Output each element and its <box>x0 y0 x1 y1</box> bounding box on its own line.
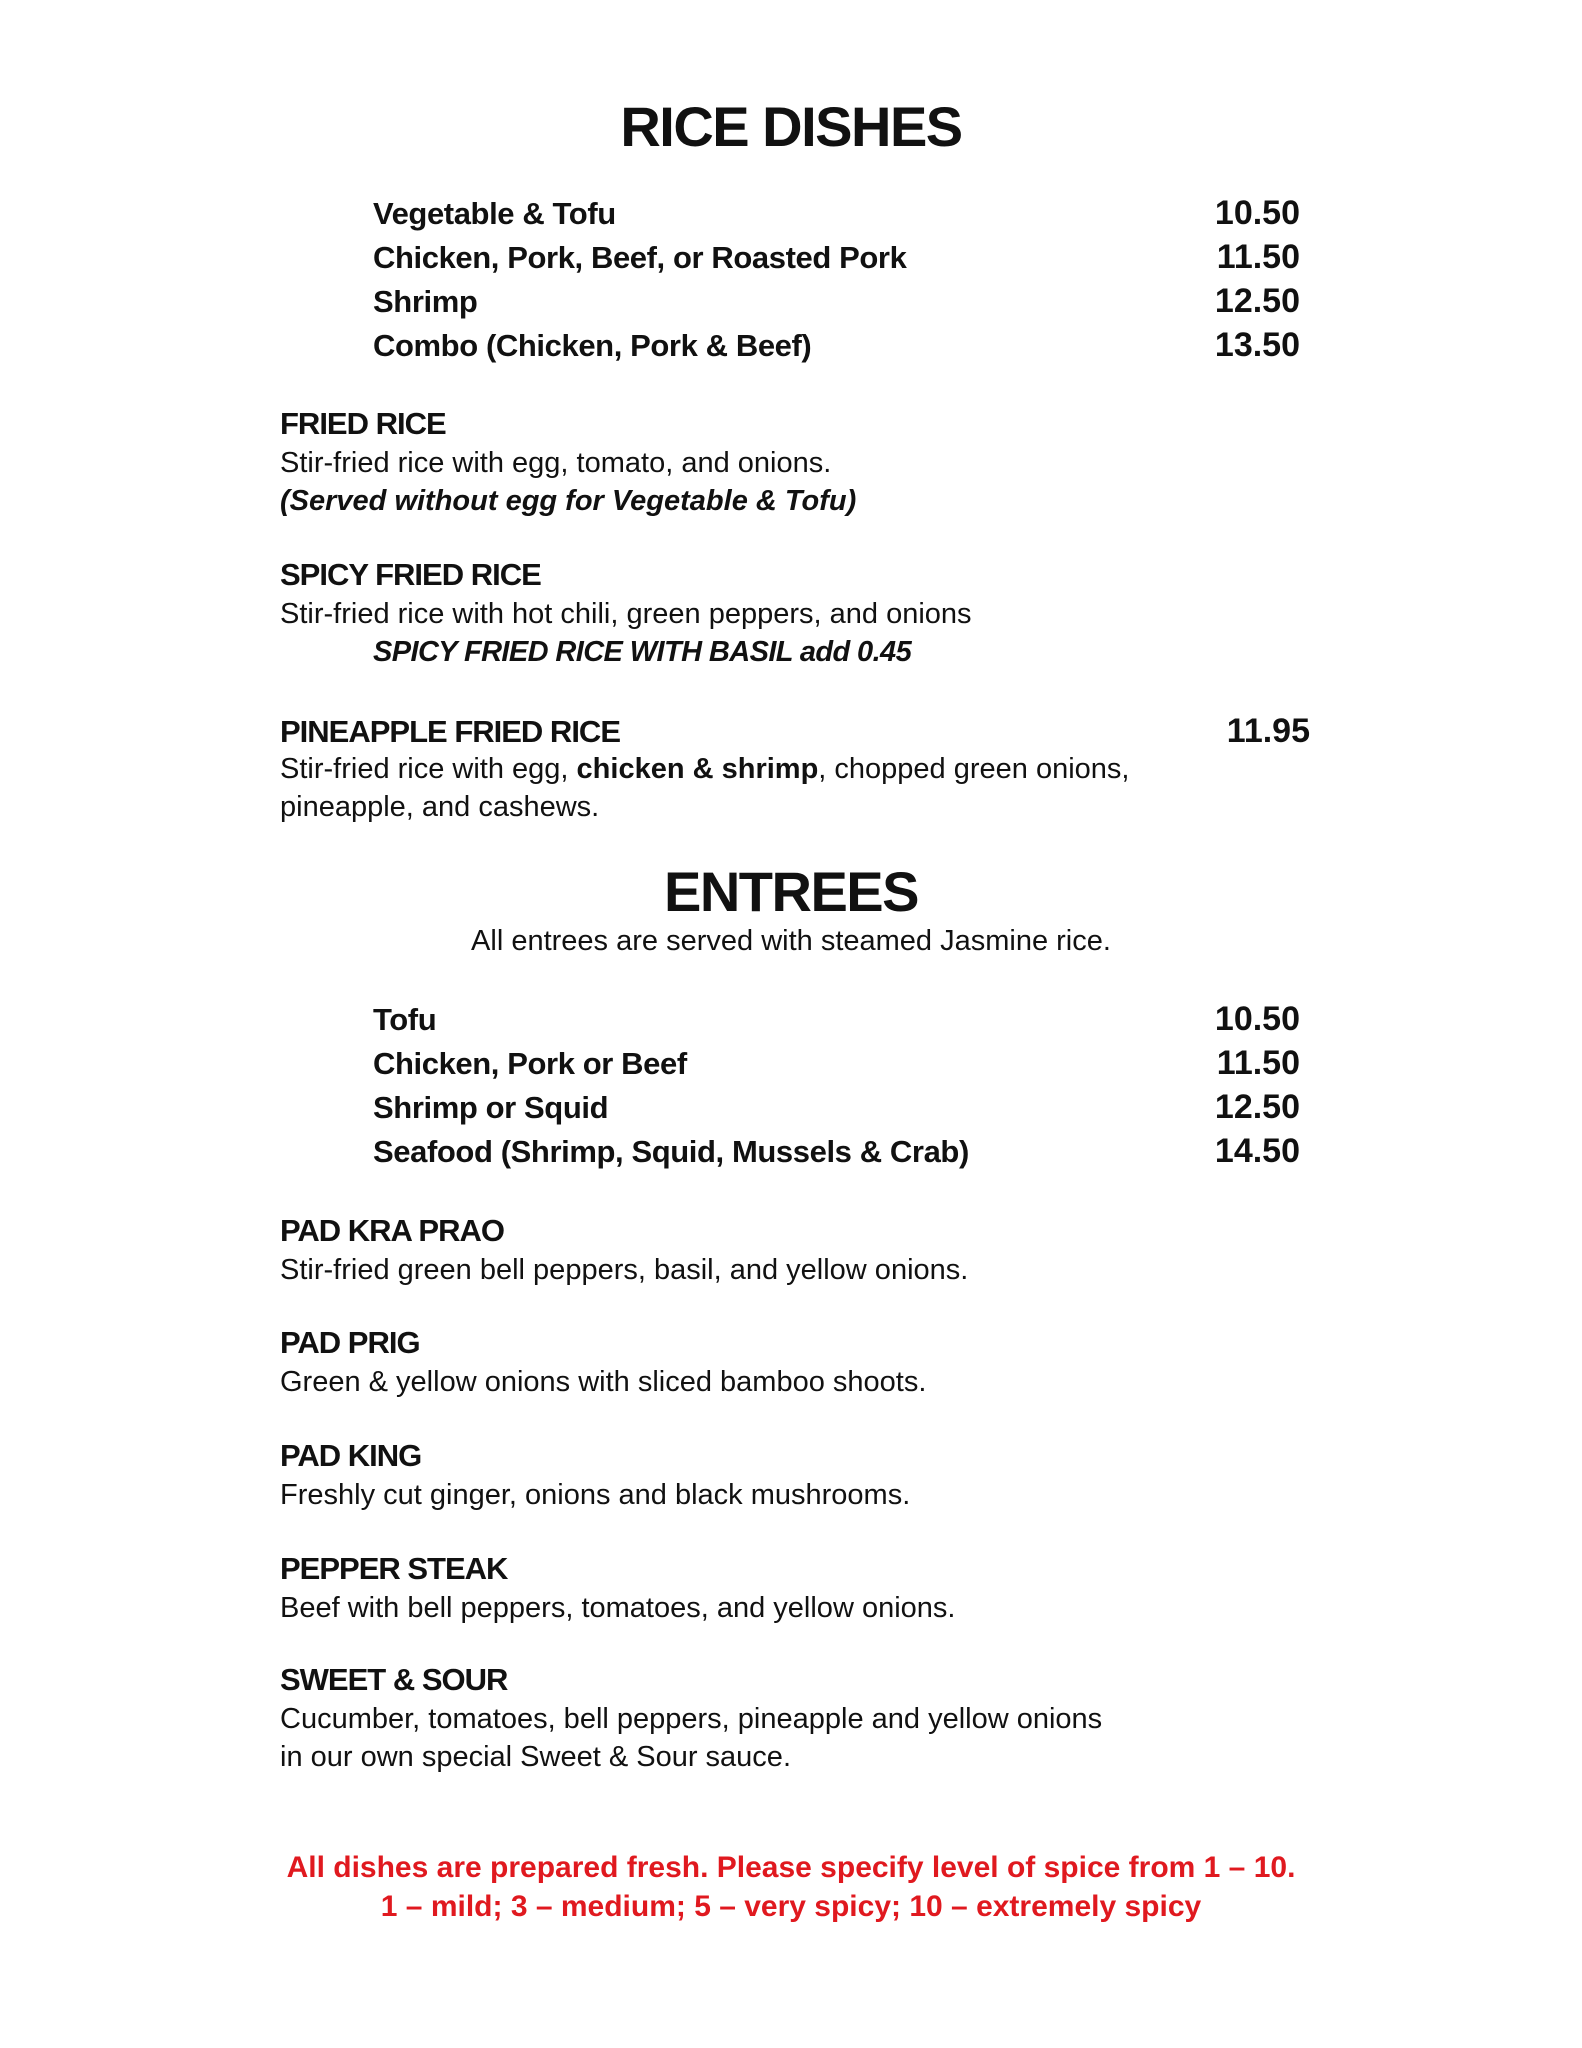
price-row <box>373 1132 1300 1176</box>
item-description-line2: pineapple, and cashews. <box>280 791 600 823</box>
price-row <box>373 194 1300 238</box>
item-description: Cucumber, tomatoes, bell peppers, pineapple and yellow onions <box>280 1703 1103 1735</box>
item-description-part: , chopped green onions, <box>818 753 1130 785</box>
menu-item-fried-rice <box>280 406 1310 520</box>
spice-level-notice <box>0 1848 1582 1926</box>
price-row <box>373 238 1300 282</box>
item-name: PAD KING <box>280 1438 422 1473</box>
item-name: SPICY FRIED RICE <box>280 557 541 592</box>
price-row-value: 10.50 <box>1214 1000 1300 1038</box>
item-name: FRIED RICE <box>280 406 446 441</box>
price-row <box>373 1088 1300 1132</box>
item-description: Freshly cut ginger, onions and black mushrooms. <box>280 1479 911 1511</box>
item-description-part: Stir-fried rice with egg, <box>280 753 577 785</box>
item-price: 11.95 <box>1226 712 1310 750</box>
price-row-value: 11.50 <box>1216 1044 1300 1082</box>
item-description: Stir-fried rice with hot chili, green peppers, and onions <box>280 598 972 630</box>
item-name: PINEAPPLE FRIED RICE <box>280 714 620 749</box>
item-name: PAD KRA PRAO <box>280 1213 504 1248</box>
price-row-name: Vegetable & Tofu <box>373 196 616 231</box>
menu-item-pineapple-fried-rice <box>280 712 1310 826</box>
item-description: Stir-fried rice with egg, tomato, and onions. <box>280 447 832 479</box>
spice-notice-line1: All dishes are prepared fresh. Please specify level of spice from 1 – 10. <box>286 1851 1296 1884</box>
item-description: Beef with bell peppers, tomatoes, and yellow onions. <box>280 1592 956 1624</box>
menu-item-pad-king <box>280 1438 1310 1514</box>
price-row-name: Seafood (Shrimp, Squid, Mussels & Crab) <box>373 1134 969 1169</box>
entrees-title: ENTREES <box>664 860 918 923</box>
item-name: PEPPER STEAK <box>280 1551 508 1586</box>
price-row <box>373 1000 1300 1044</box>
price-row-value: 11.50 <box>1216 238 1300 276</box>
price-row <box>373 1044 1300 1088</box>
price-row-value: 14.50 <box>1214 1132 1300 1170</box>
price-row-value: 12.50 <box>1214 282 1300 320</box>
price-row-name: Chicken, Pork, Beef, or Roasted Pork <box>373 240 907 275</box>
price-row-name: Shrimp or Squid <box>373 1090 609 1125</box>
item-description-highlight: chicken & shrimp <box>576 753 819 785</box>
item-description <box>280 750 1310 788</box>
menu-item-pad-prig <box>280 1325 1310 1401</box>
price-row-name: Tofu <box>373 1002 437 1037</box>
entrees-price-list <box>373 1000 1300 1176</box>
entrees-subtitle: All entrees are served with steamed Jasmine rice. <box>471 925 1111 957</box>
price-row <box>373 326 1300 370</box>
menu-item-spicy-fried-rice <box>280 557 1310 671</box>
menu-item-sweet-and-sour <box>280 1662 1310 1776</box>
price-row-name: Chicken, Pork or Beef <box>373 1046 687 1081</box>
price-row-name: Shrimp <box>373 284 478 319</box>
item-description: Green & yellow onions with sliced bamboo shoots. <box>280 1366 927 1398</box>
rice-dishes-title: RICE DISHES <box>620 95 962 158</box>
item-description: Stir-fried green bell peppers, basil, and yellow onions. <box>280 1254 969 1286</box>
price-row-name: Combo (Chicken, Pork & Beef) <box>373 328 812 363</box>
price-row-value: 13.50 <box>1214 326 1300 364</box>
price-row-value: 12.50 <box>1214 1088 1300 1126</box>
item-name: PAD PRIG <box>280 1325 420 1360</box>
rice-price-list <box>373 194 1300 370</box>
menu-item-pepper-steak <box>280 1551 1310 1627</box>
price-row <box>373 282 1300 326</box>
spice-notice-line2: 1 – mild; 3 – medium; 5 – very spicy; 10 – extremely spicy <box>380 1890 1202 1923</box>
item-note: (Served without egg for Vegetable & Tofu) <box>280 485 857 517</box>
item-addon-note: SPICY FRIED RICE WITH BASIL add 0.45 <box>373 636 912 668</box>
item-description-line2: in our own special Sweet & Sour sauce. <box>280 1741 791 1773</box>
item-name: SWEET & SOUR <box>280 1662 508 1697</box>
price-row-value: 10.50 <box>1214 194 1300 232</box>
menu-item-pad-kra-prao <box>280 1213 1310 1289</box>
